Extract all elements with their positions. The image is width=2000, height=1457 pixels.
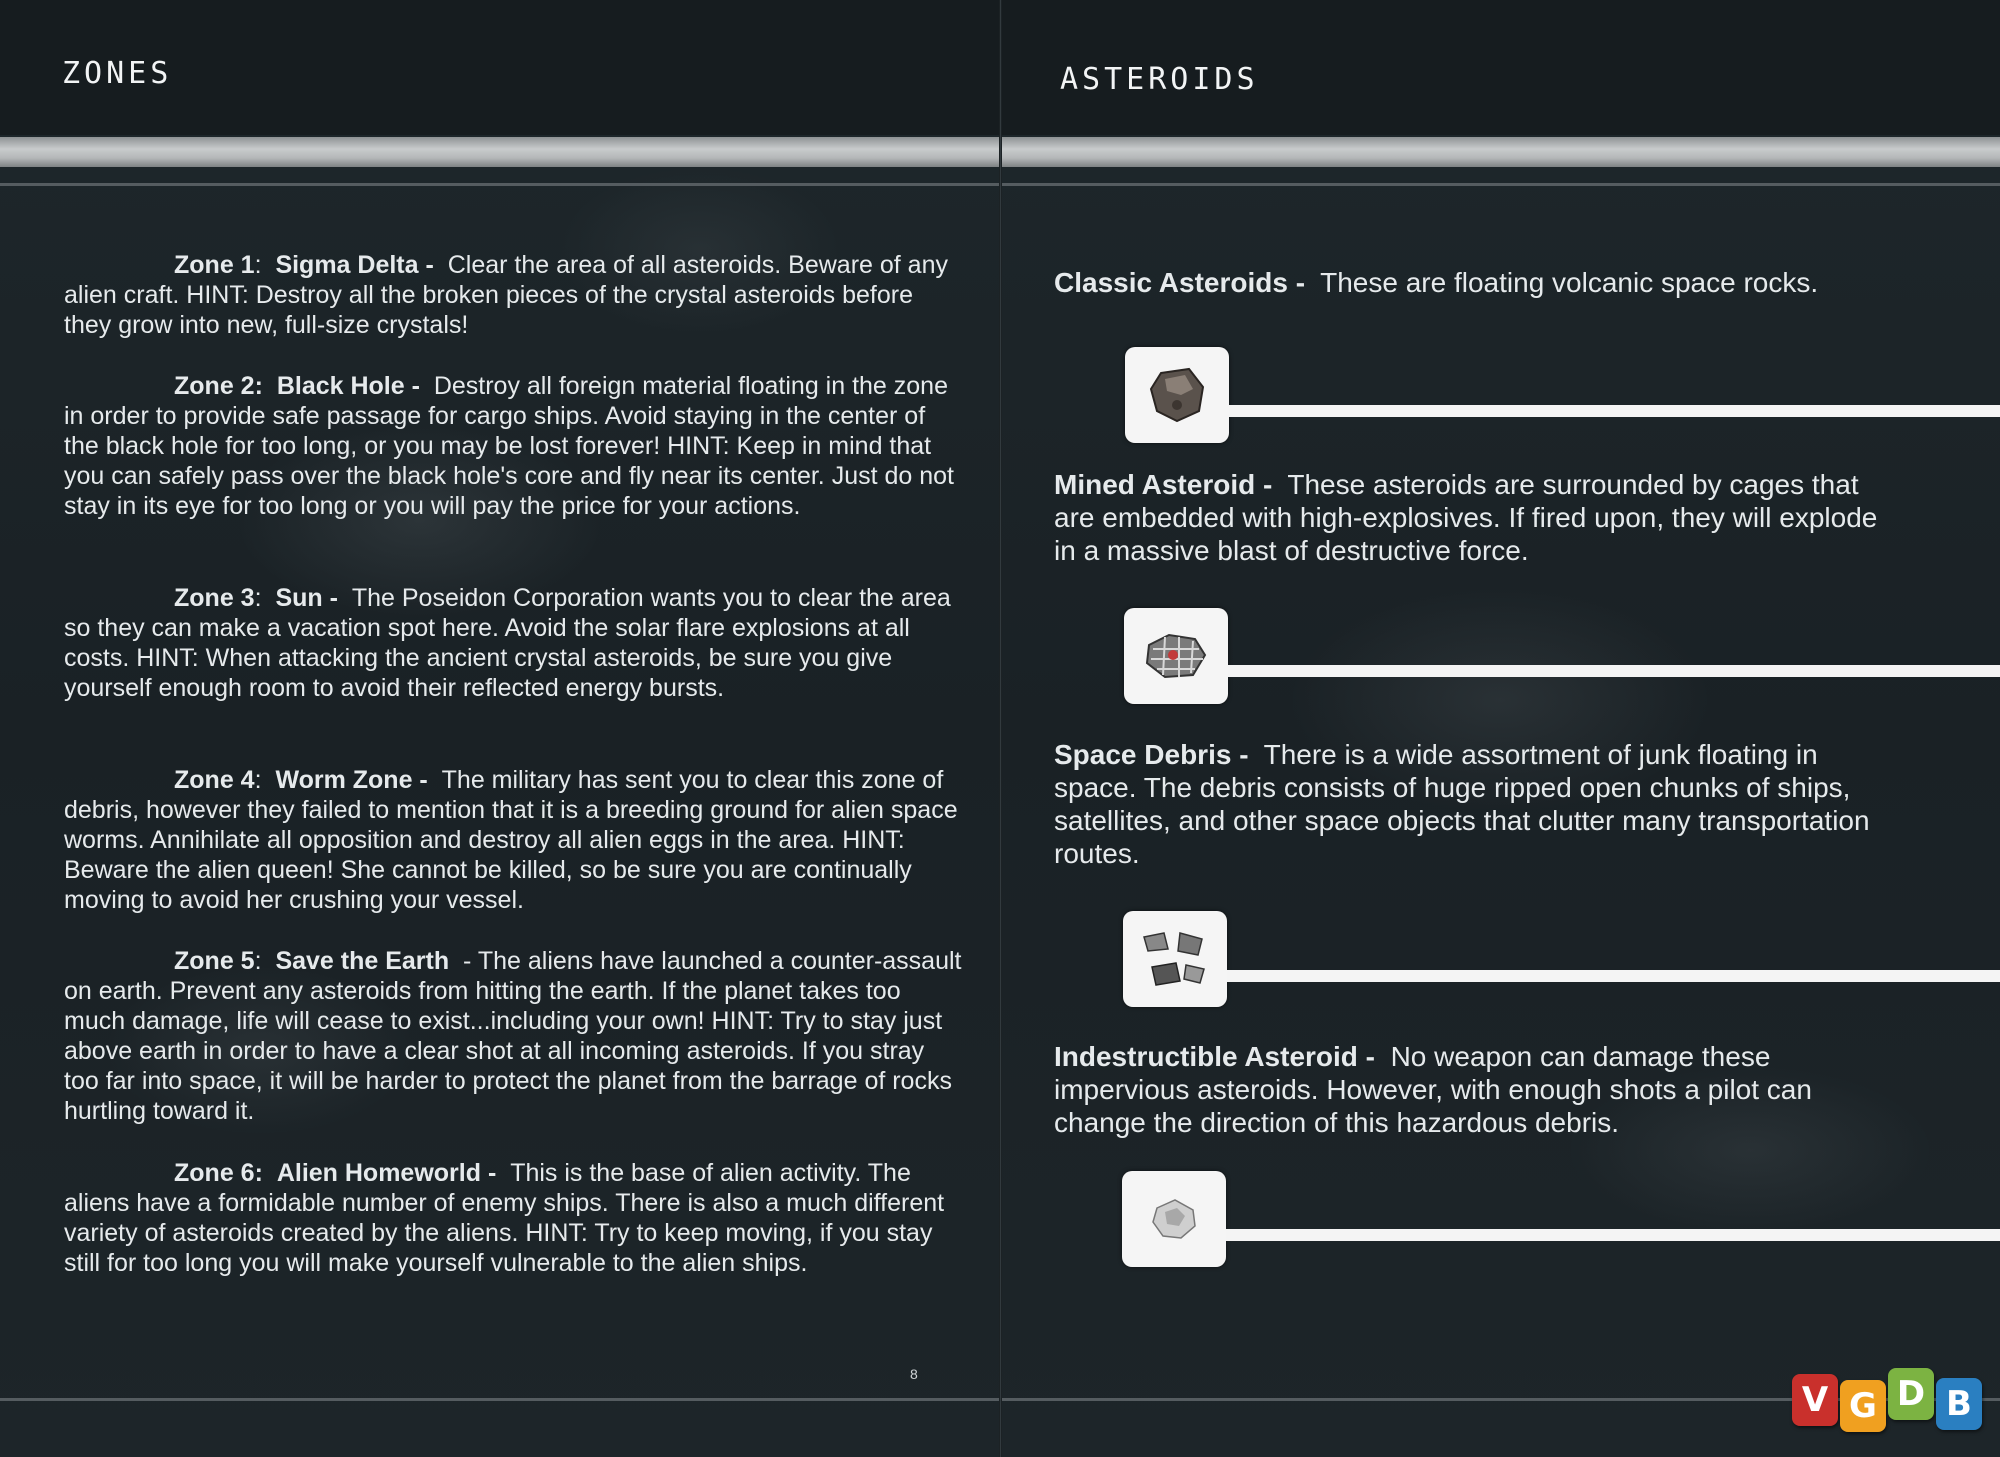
- zone-description: This is the base of alien activity. The aliens have a formidable number of enemy ships. There is also a much different variety of asteroids created by the aliens. HINT: Try to keep moving, if you stay still for too long you will make yourself vulnerable to the alien ships.: [64, 1159, 945, 1277]
- asteroid-entry-debris: [1054, 738, 1904, 870]
- logo-tile-b: B: [1936, 1378, 1982, 1430]
- zone-name: Worm Zone -: [275, 766, 428, 794]
- zone-body-3: Zone 3: Sun - The Poseidon Corporation wants you to clear the area so they can make a vacation spot here. Avoid the solar flare explosions at all costs. HINT: When attacking the ancient crystal asteroids, be sure you give yourself enough room to avoid their reflected energy bursts.: [64, 584, 951, 702]
- zone-name: Alien Homeworld -: [276, 1159, 497, 1187]
- zone-body-5: Zone 5: Save the Earth - The aliens have launched a counter-assault on earth. Prevent any asteroids from hitting the earth. If the planet takes too much damage, life will cease to exist...including your own! HINT: Try to stay just above earth in order to have a clear shot at all incoming asteroids. If you stray too far into space, it will be harder to protect the planet from the barrage of rocks hurtling toward it.: [64, 947, 962, 1125]
- zone-body-2: [64, 371, 964, 521]
- zone-body-6: [64, 1158, 964, 1278]
- asteroid-description: These asteroids are surrounded by cages that are embedded with high-explosives. If fired upon, they will explode in a massive blast of destructive force.: [1054, 469, 1878, 566]
- asteroid-name: Indestructible Asteroid -: [1054, 1041, 1376, 1072]
- asteroid-rail: [1227, 970, 2000, 982]
- asteroid-entry-indestructible: [1054, 1040, 1904, 1139]
- zone-name: Save the Earth: [275, 947, 450, 975]
- zone-name: Sun -: [275, 584, 338, 612]
- zone-description: Clear the area of all asteroids. Beware of any alien craft. HINT: Destroy all the broken pieces of the crystal asteroids before they grow into new, full-size crystals!: [64, 251, 948, 339]
- asteroid-name: Classic Asteroids -: [1054, 267, 1306, 298]
- classic-asteroid-icon: [1125, 347, 1229, 443]
- zone-description: - The aliens have launched a counter-assault on earth. Prevent any asteroids from hitting the earth. If the planet takes too much damage, life will cease to exist...including your own! HINT: Try to stay just above earth in order to have a clear shot at all incoming asteroids. If you stray too far into space, it will be harder to protect the planet from the barrage of rocks hurtling toward it.: [64, 947, 962, 1125]
- asteroid-entry-mined: [1054, 468, 1904, 567]
- space-debris-icon: [1123, 911, 1227, 1007]
- page-gutter: [999, 0, 1002, 1457]
- zone-name: Black Hole -: [276, 372, 420, 400]
- asteroid-rail: [1229, 405, 2000, 417]
- zone-description: The Poseidon Corporation wants you to clear the area so they can make a vacation spot here. Avoid the solar flare explosions at all costs. HINT: When attacking the ancient crystal asteroids, be sure you give yourself enough room to avoid their reflected energy bursts.: [64, 584, 951, 702]
- zone-number: Zone 4: [174, 766, 255, 794]
- vgdb-logo: [1792, 1368, 1992, 1434]
- zone-number: Zone 3: [174, 584, 255, 612]
- mined-asteroid-icon: [1124, 608, 1228, 704]
- zone-body-1: Zone 1: Sigma Delta - Clear the area of all asteroids. Beware of any alien craft. HINT: Destroy all the broken pieces of the crystal asteroids before they grow into new, full-size crystals!: [64, 251, 948, 339]
- zone-number: Zone 5: [174, 947, 255, 975]
- zone-description: Destroy all foreign material floating in the zone in order to provide safe passage for cargo ships. Avoid staying in the center of the black hole for too long, or you may be lost forever! HINT: Keep in mind that you can safely pass over the black hole's core and fly near its center. Just do not stay in its eye for too long or you will pay the price for your actions.: [64, 372, 954, 520]
- zone-description: The military has sent you to clear this zone of debris, however they failed to mention that it is a breeding ground for alien space worms. Annihilate all opposition and destroy all alien eggs in the area. HINT: Beware the alien queen! She cannot be killed, so be sure you are continually moving to avoid her crushing your vessel.: [64, 766, 958, 914]
- asteroid-rail: [1228, 665, 2000, 677]
- zone-number: Zone 1: [174, 251, 255, 279]
- logo-tile-d: D: [1888, 1368, 1934, 1420]
- asteroid-rail: [1226, 1229, 2000, 1241]
- logo-tile-v: V: [1792, 1374, 1838, 1426]
- logo-tile-g: G: [1840, 1380, 1886, 1432]
- asteroid-description: These are floating volcanic space rocks.: [1320, 267, 1819, 298]
- asteroid-name: Mined Asteroid -: [1054, 469, 1273, 500]
- page-number: 8: [910, 1366, 918, 1382]
- asteroid-name: Space Debris -: [1054, 739, 1249, 770]
- page-title-asteroids: ASTEROIDS: [1060, 62, 1259, 97]
- asteroid-description: There is a wide assortment of junk floating in space. The debris consists of huge ripped open chunks of ships, satellites, and other space objects that clutter many transportation routes.: [1054, 739, 1870, 869]
- page-title-zones: ZONES: [62, 56, 173, 91]
- zone-number: Zone 6:: [174, 1159, 263, 1187]
- zone-number: Zone 2:: [174, 372, 263, 400]
- zone-body-4: Zone 4: Worm Zone - The military has sent you to clear this zone of debris, however they failed to mention that it is a breeding ground for alien space worms. Annihilate all opposition and destroy all alien eggs in the area. HINT: Beware the alien queen! She cannot be killed, so be sure you are continually moving to avoid her crushing your vessel.: [64, 766, 958, 914]
- asteroid-entry-classic: [1054, 266, 1904, 299]
- zone-name: Sigma Delta -: [275, 251, 434, 279]
- indestructible-asteroid-icon: [1122, 1171, 1226, 1267]
- asteroid-description: No weapon can damage these impervious asteroids. However, with enough shots a pilot can change the direction of this hazardous debris.: [1054, 1041, 1812, 1138]
